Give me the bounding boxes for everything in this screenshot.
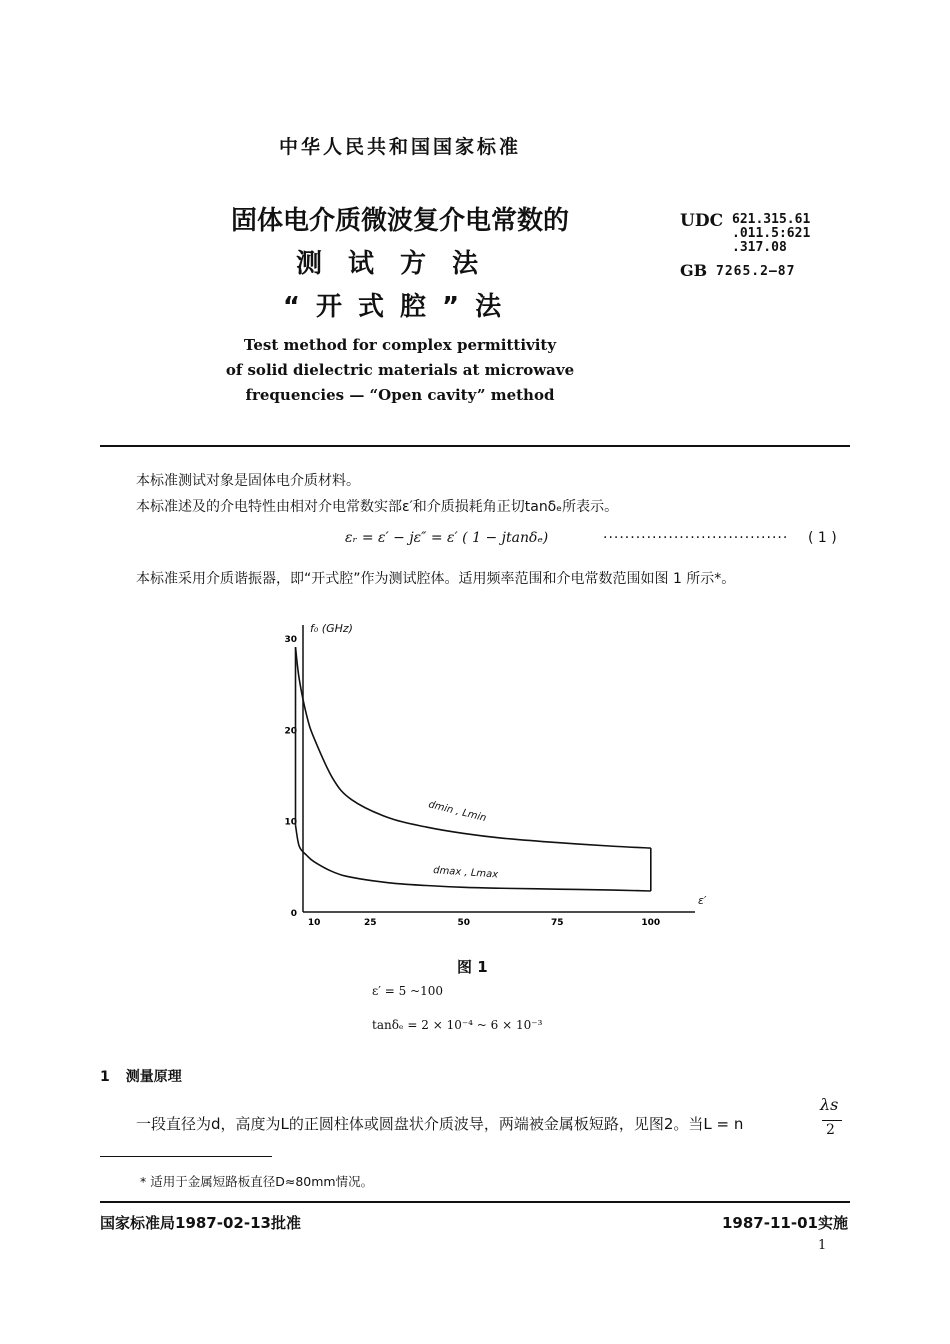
title-line-1: 固体电介质微波复介电常数的 (230, 206, 569, 236)
english-title-line-3: frequencies — “Open cavity” method (245, 386, 555, 404)
footnote-divider (100, 1156, 272, 1157)
figure-caption: 图 1 (457, 958, 488, 976)
section-1-heading (100, 1066, 182, 1086)
udc-label: UDC (680, 211, 724, 231)
section-1-body: 一段直径为d，高度为L的正圆柱体或圆盘状介质波导，两端被金属板短路，见图2。当L = n (136, 1115, 744, 1133)
y-tick-label: 10 (284, 817, 297, 828)
udc-number-2: .011.5:621 (732, 226, 811, 241)
footnote: * 适用于金属短路板直径D≈80mm情况。 (140, 1174, 374, 1189)
y-axis-label: f₀ (GHz) (310, 622, 353, 635)
tan-delta-range: tanδₑ = 2 × 10⁻⁴ ~ 6 × 10⁻³ (372, 1018, 543, 1032)
fraction-denominator: 2 (826, 1122, 835, 1138)
x-tick-label: 75 (551, 918, 564, 928)
page-number: 1 (818, 1238, 827, 1253)
y-tick-label: 30 (284, 635, 297, 645)
udc-number-3: .317.08 (732, 240, 787, 255)
epsilon-range: ε′ = 5 ~100 (372, 984, 444, 998)
equation-leader-dots: ·································· (603, 530, 789, 546)
footer-divider (100, 1201, 850, 1203)
english-title-line-2: of solid dielectric materials at microwave (225, 361, 575, 379)
y-tick-label: 0 (290, 909, 297, 919)
label-dmax-lmax: dmax , Lmax (432, 865, 499, 881)
section-number: 1 (100, 1069, 110, 1085)
fraction-bar (822, 1120, 842, 1121)
x-axis-label: ε′ (698, 894, 707, 907)
x-tick-label: 50 (457, 918, 471, 928)
approval-date: 国家标准局1987-02-13批准 (100, 1214, 301, 1232)
english-title (190, 333, 610, 408)
x-tick-labels (308, 918, 660, 928)
section-title: 测量原理 (125, 1069, 182, 1085)
y-tick-label: 20 (284, 726, 297, 737)
udc-number-1: 621.315.61 (732, 212, 811, 227)
header-divider (100, 445, 850, 447)
fraction-numerator: λs (820, 1095, 839, 1114)
intro-line-1: 本标准测试对象是固体电介质材料。 (136, 473, 360, 489)
x-tick-label: 10 (307, 918, 321, 928)
gb-label: GB (680, 261, 708, 280)
udc-number-block (732, 213, 810, 255)
gb-number: 7265.2—87 (716, 264, 796, 279)
equation-number: ( 1 ) (808, 530, 837, 546)
effective-date: 1987-11-01实施 (722, 1214, 848, 1232)
equation-1: εᵣ = ε′ − jε″ = ε′ ( 1 − jtanδₑ) (345, 530, 549, 546)
english-title-line-1: Test method for complex permittivity (243, 336, 557, 354)
x-tick-label: 25 (364, 918, 377, 928)
label-dmin-lmin: dmin , Lmin (427, 799, 488, 825)
figure-1-chart (270, 610, 730, 930)
intro-line-2: 本标准述及的介电特性由相对介电常数实部ε′和介质损耗角正切tanδₑ所表示。 (136, 499, 619, 515)
intro-line-3: 本标准采用介质谐振器，即“开式腔”作为测试腔体。适用频率范围和介电常数范围如图 1 所示*。 (136, 571, 736, 587)
title-line-3: “开式腔”法 (282, 292, 518, 322)
x-tick-label: 100 (641, 918, 661, 928)
title-line-2: 测试方法 (295, 249, 504, 279)
standard-org-heading: 中华人民共和国国家标准 (278, 136, 521, 158)
